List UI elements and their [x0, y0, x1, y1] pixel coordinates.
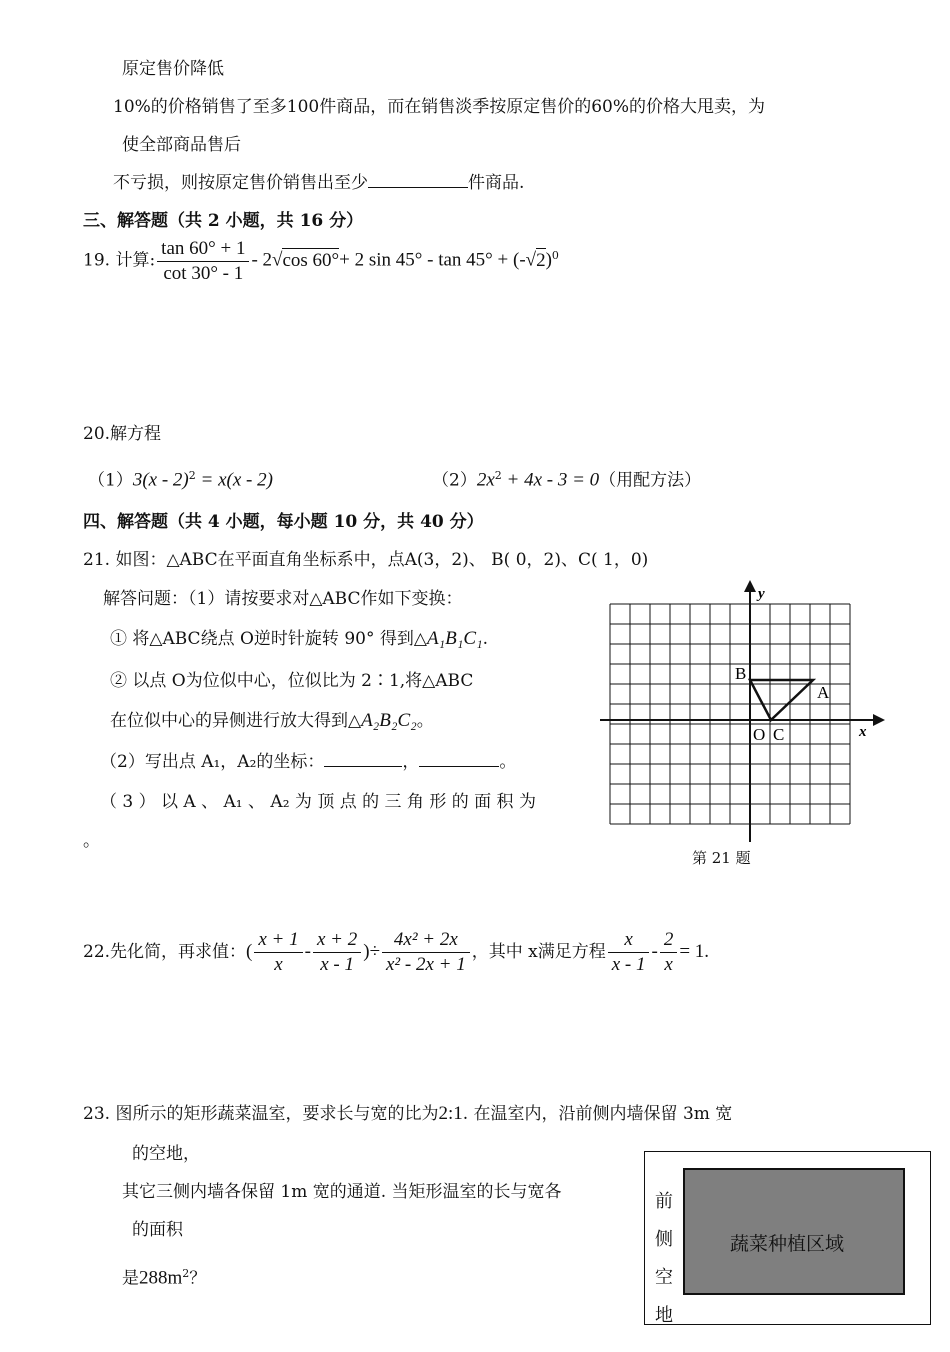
q23-area-exp: 2	[182, 1267, 190, 1280]
q22-frac2	[313, 928, 361, 977]
q22-f1-num: x + 1	[254, 928, 302, 953]
q20-p1-label: （1）	[88, 470, 133, 491]
q19-rest-c: )	[545, 249, 552, 271]
q21-line4: ② 以点 O为位似中心，位似比为 2∶1,将△ABC	[110, 671, 474, 691]
q22-frac4	[608, 928, 650, 977]
q23-line4: 的面积	[132, 1220, 183, 1240]
q22	[83, 922, 709, 982]
q19-frac-num: tan 60° + 1	[157, 237, 249, 262]
front-space-char-1: 前	[655, 1191, 673, 1212]
q19-radicand: cos 60°	[282, 249, 340, 271]
q20-p2-a: 2x	[476, 469, 495, 491]
q23-line2: 的空地，	[132, 1144, 200, 1164]
point-o-label: O	[753, 725, 766, 744]
sqrt-icon: √	[272, 249, 283, 271]
q21-line6	[100, 750, 516, 774]
triangle-abc	[750, 680, 813, 720]
q21-line5-text: 在位似中心的异侧进行放大得到△	[110, 711, 362, 731]
q23-ratio: 2:1	[438, 1103, 463, 1124]
q19-frac-den: cot 30° - 1	[163, 262, 244, 284]
q21-line5	[110, 709, 434, 733]
q18-line4	[113, 171, 524, 195]
q22-f2-num: x + 2	[313, 928, 361, 953]
q23-line1-tail: . 在温室内，沿前侧内墙保留 3m 宽	[462, 1104, 733, 1124]
q22-f1-den: x	[274, 954, 283, 975]
q18-answer-blank[interactable]	[368, 187, 468, 188]
point-c-label: C	[773, 725, 785, 744]
q23-area: 288m	[139, 1267, 183, 1289]
q23-line5-a: 是	[122, 1268, 139, 1289]
q22-f4-den: x - 1	[611, 954, 646, 975]
q23-line1	[83, 1102, 732, 1126]
grid-lines	[610, 604, 850, 824]
q20-part1	[88, 464, 273, 493]
q21-coordinate-grid	[595, 580, 885, 845]
q23-line1-text: 23. 图所示的矩形蔬菜温室，要求长与宽的比为	[83, 1104, 439, 1124]
x-label: x	[859, 724, 867, 740]
q20-p2-b: + 4x - 3 = 0	[501, 469, 600, 491]
q21-line2: 解答问题：（1）请按要求对△ABC作如下变换：	[103, 589, 463, 609]
front-space-char-4: 地	[655, 1305, 673, 1326]
q20-p2-exp: 2	[494, 469, 502, 482]
q21-line3	[110, 627, 488, 651]
q22-cond: ，其中 x满足方程	[471, 942, 606, 962]
q21-line1: 21. 如图：△ABC在平面直角坐标系中，点A(3，2)、 B( 0，2)、C( 1，0)	[83, 550, 649, 570]
q22-frac3	[382, 928, 470, 977]
q21-line6-end: 。	[499, 752, 517, 772]
q20-p1-eq: 3(x - 2)	[132, 469, 189, 491]
section4-title: 四、解答题（共 4 小题，每小题 10 分，共 40 分）	[83, 512, 484, 532]
q20-label: 20.解方程	[83, 424, 162, 444]
point-a-label: A	[817, 683, 830, 702]
q18-line2: 10%的价格销售了至多100件商品，而在销售淡季按原定售价的60%的价格大甩卖，为	[113, 97, 766, 117]
q21-line8: 。	[83, 831, 100, 851]
q23-line3: 其它三侧内墙各保留 1m 宽的通道. 当矩形温室的长与宽各	[122, 1182, 562, 1202]
q19-rest-a: - 2	[251, 249, 273, 271]
q18-line3: 使全部商品售后	[122, 135, 241, 155]
q20-part2	[432, 464, 701, 493]
q18-line4-text: 不亏损，则按原定售价销售出至少	[113, 173, 368, 193]
q20-p1-exp: 2	[188, 469, 196, 482]
y-label: y	[758, 586, 765, 602]
q21-line3-end: .	[482, 629, 489, 649]
q22-minus: -	[304, 941, 311, 962]
q22-frac5	[660, 928, 678, 977]
front-space-char-3: 空	[655, 1267, 673, 1288]
q22-eq: = 1.	[679, 941, 710, 962]
q22-f2-den: x - 1	[320, 954, 354, 975]
q21-line3-text: ① 将△ABC绕点 O逆时针旋转 90° 得到△	[110, 629, 427, 649]
q22-f3-num: 4x² + 2x	[382, 928, 470, 953]
q19	[83, 230, 559, 287]
q22-minus2: -	[651, 941, 658, 962]
q21-line5-end: 。	[416, 711, 434, 731]
q21-line7: （ 3 ） 以 A 、 A₁ 、 A₂ 为 顶 点 的 三 角 形 的 面 积 为	[100, 792, 536, 812]
q22-f5-den: x	[664, 954, 673, 975]
q21-a1-blank[interactable]	[324, 766, 402, 767]
sqrt-icon: √	[525, 249, 537, 271]
point-b-label: B	[735, 664, 747, 683]
q19-exp: 0	[551, 249, 559, 262]
q22-label: 22.先化简，再求值：	[83, 942, 247, 962]
q21-line5-tri: A₂B₂C₂	[361, 710, 417, 731]
q20-p2-note: （用配方法）	[599, 470, 702, 491]
x-axis-arrow-icon	[873, 714, 885, 726]
q22-paren-open: (	[246, 941, 253, 962]
q22-div: ÷	[369, 941, 380, 962]
q21-line6-text: （2）写出点 A₁，A₂的坐标：	[100, 752, 325, 772]
q18-line1: 原定售价降低	[122, 59, 224, 79]
q19-rest-b: + 2 sin 45° - tan 45° + (-	[339, 249, 526, 271]
y-axis-arrow-icon	[744, 580, 756, 592]
q20-p2-label: （2）	[432, 470, 477, 491]
q19-fraction	[157, 237, 249, 286]
q20-p1-rhs: = x(x - 2)	[195, 469, 273, 491]
q23-line5-c: ？	[189, 1268, 207, 1289]
q19-label: 19. 计算:	[83, 250, 156, 271]
q22-paren-close: )	[363, 941, 370, 962]
vegetable-area-label: 蔬菜种植区域	[730, 1233, 845, 1255]
q21-caption: 第 21 题	[692, 849, 751, 867]
q22-f3-den: x² - 2x + 1	[386, 954, 466, 975]
q22-f5-num: 2	[660, 928, 678, 953]
q21-line6-sep: ，	[402, 752, 420, 772]
q21-line3-tri: A₁B₁C₁	[426, 628, 483, 649]
section3-title: 三、解答题（共 2 小题，共 16 分）	[83, 211, 364, 231]
q19-radicand2: 2	[536, 249, 546, 271]
q23-line5	[122, 1262, 206, 1291]
q22-f4-num: x	[608, 928, 650, 953]
q21-a2-blank[interactable]	[419, 766, 499, 767]
q18-line4-tail: 件商品.	[468, 173, 525, 193]
front-space-char-2: 侧	[655, 1229, 673, 1250]
q22-frac1	[254, 928, 302, 977]
